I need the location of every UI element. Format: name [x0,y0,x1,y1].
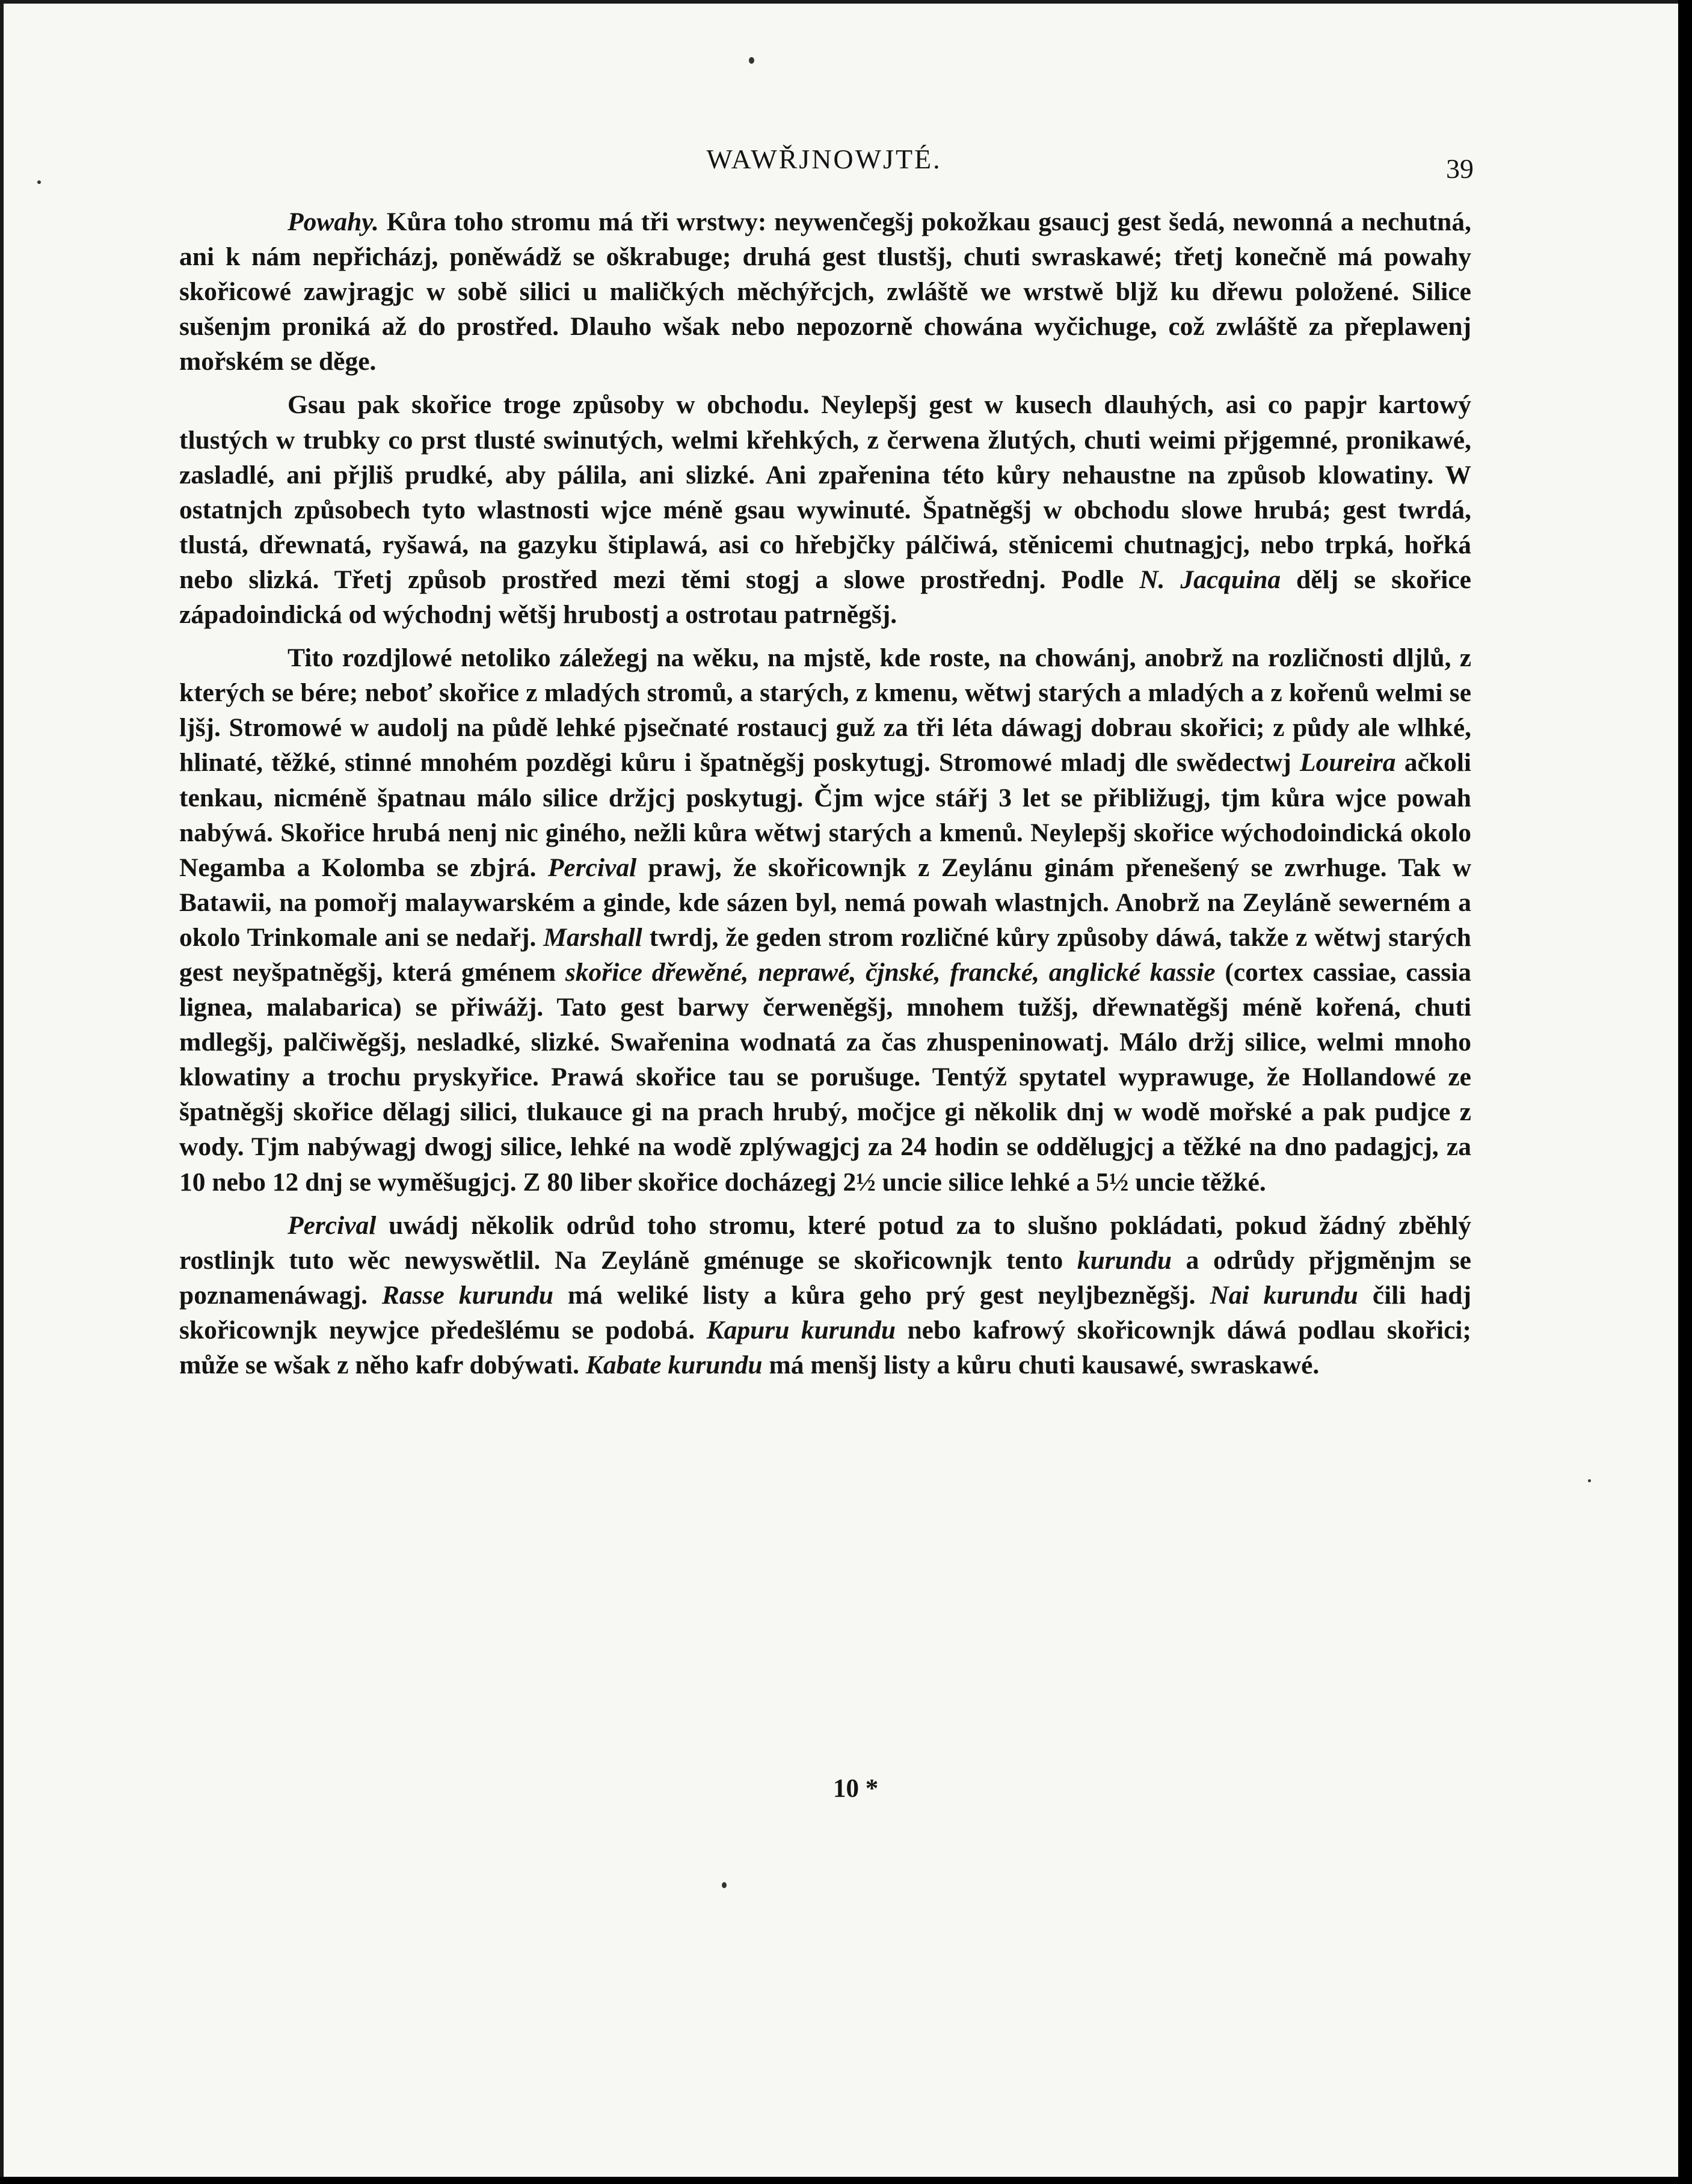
variety-name: Rasse kurundu [381,1280,554,1310]
paragraph-text: má menšj listy a kůru chuti kausawé, swraskawé. [762,1351,1320,1379]
scan-speck [722,1882,727,1888]
scan-speck [37,180,41,184]
scan-speck [749,57,754,64]
scan-right-border [1678,0,1692,2184]
author-name: Loureira [1300,748,1396,778]
paragraph-text: Kůra toho stromu má tři wrstwy: neywenčegšj pokožkau gsaucj gest šedá, newonná a nechutná, ani k nám nepřicházj, poněwádž se oškrabuge; druhá gest tlustšj, chuti swraskawé; třetj konečně má powahy skořicowé zawjragjc w sobě silici u maličkých měchýřcjch, zwláště we wrstwě bljž ku dřewu položené. Silice sušenjm proniká až do prostřed. Dlauho wšak nebo nepozorně chowána wyčichuge, což zwláště za přeplawenj mořském se děge. [179,207,1471,376]
paragraph-text: nebo kafrowý skořicownjk dáwá podlau skořici; může se wšak z něho kafr dobýwati. [179,1315,1471,1379]
page-number: 39 [1446,153,1474,184]
paragraph-text: čili hadj skořicownjk neywjce předešlému se podobá. [179,1280,1471,1345]
scan-bottom-border [0,2177,1692,2184]
variety-name: Kapuru kurundu [706,1315,896,1345]
variety-name: kurundu [1077,1245,1172,1275]
page-header [174,143,1474,191]
paragraph-text: (cortex cassiae, cassia lignea, malabarica) se přiwážj. Tato gest barwy čerweněgšj, mnohem tužšj, dřewnatěgšj méně kořená, chuti mdlegšj, palčiwěgšj, nesladké, slizké. Swařenina wodnatá za čas zhuspeninowatj. Málo držj silice, welmi mnoho klowatiny a trochu pryskyřice. Prawá skořice tau se porušuge. Tentýž spytatel wyprawuge, že Hollandowé ze špatněgšj skořice dělagj silici, tlukauce gi na prach hrubý, močjce gi několik dnj w wodě mořské a pak pudjce z wody. Tjm nabýwagj dwogj silice, lehké na wodě zplýwagjcj za 24 hodin se oddělugjcj a těžké na dno padagjcj, za 10 nebo 12 dnj se wyměšugjcj. Z 80 liber skořice docházegj 2½ uncie silice lehké a 5½ uncie těžké. [179,957,1471,1197]
paragraph-text: prawj, že skořicownjk z Zeylánu ginám přenešený se zwrhuge. Tak w Batawii, na pomořj malaywarském a ginde, kde sázen byl, nemá powah wlastnjch. Anobrž na Zeyláně sewerném a okolo Trinkomale ani se nedařj. [179,853,1471,952]
signature-mark: 10 * [833,1774,879,1803]
paragraph-text: twrdj, že geden strom rozličné kůry způsoby dáwá, takže z wětwj starých gest neyšpatněgšj, která gménem [179,922,1471,987]
paragraph-text: Tito rozdjlowé netoliko záležegj na wěku, na mjstě, kde roste, na chowánj, anobrž na rozličnosti dljlů, z kterých se bére; neboť skořice z mladých stromů, a starých, z kmenu, wětwj starých a mladých a z kořenů welmi se ljšj. Stromowé w audolj na půdě lehké pjsečnaté rostaucj guž za tři léta dáwagj dobrau skořici; z půdy ale wlhké, hlinaté, těžké, stinné mnohém pozděgi kůru i špatněgšj poskytugj. Stromowé mladj dle swědectwj [179,643,1471,778]
paragraph-varieties [179,1208,1471,1382]
paragraph-text: má weliké listy a kůra geho prý gest neyljbezněgšj. [553,1280,1210,1310]
scan-left-border [0,0,4,2177]
body-text [179,204,1471,1391]
author-name: Percival [547,853,637,882]
author-name: N. Jacquina [1139,565,1281,594]
paragraph-differences [179,640,1471,1200]
paragraph-text: a odrůdy přjgměnjm se poznamenáwagj. [179,1245,1471,1310]
variety-name: Nai kurundu [1210,1280,1358,1310]
paragraph-lead: Powahy. [288,207,379,236]
paragraph-lead: Percival [288,1210,377,1240]
running-title: WAWŘJNOWJTÉ. [706,144,942,174]
variety-name: Kabate kurundu [585,1351,763,1379]
paragraph-text: Gsau pak skořice troge způsoby w obchodu. Neylepšj gest w kusech dlauhých, asi co papjr kartowý tlustých w trubky co prst tlusté swinutých, welmi křehkých, z čerwena žlutých, chuti weimi přjgemné, pronikawé, zasladlé, ani přjliš prudké, aby pálila, ani slizké. Ani zpařenina této kůry nehaustne na způsob klowatiny. W ostatnjch způsobech tyto wlastnosti wjce méně gsau wywinuté. Špatněgšj w obchodu slowe hrubá; gest twrdá, tlustá, dřewnatá, ryšawá, na gazyku štiplawá, asi co hřebjčky pálčiwá, stěnicemi chutnagjcj, nebo trpká, hořká nebo slizká. Třetj způsob prostřed mezi těmi stogj a slowe prostřednj. Podle [179,390,1471,594]
paragraph-text: uwádj několik odrůd toho stromu, které potud za to slušno pokládati, pokud žádný zběhlý rostlinjk tuto wěc newyswětlil. Na Zeyláně gménuge se skořicownjk tento [179,1210,1471,1275]
scan-speck [1588,1479,1591,1482]
paragraph-text: dělj se skořice západoindická od wýchodnj wětšj hrubostj a ostrotau patrněgšj. [179,565,1471,630]
paragraph-trade-types [179,387,1471,632]
paragraph-text: ačkoli tenkau, nicméně špatnau málo silice držjcj poskytugj. Čjm wjce stářj 3 let se přibližugj, tjm kůra wjce powah nabýwá. Skořice hrubá nenj nic giného, nežli kůra wětwj starých a kmenů. Neylepšj skořice wýchodoindická okolo Negamba a Kolomba se zbjrá. [179,748,1472,882]
scan-top-border [0,0,1678,4]
paragraph-properties [179,204,1471,379]
author-name: Marshall [543,922,642,952]
italic-terms: skořice dřewěné, neprawé, čjnské, francké, anglické kassie [565,957,1216,987]
